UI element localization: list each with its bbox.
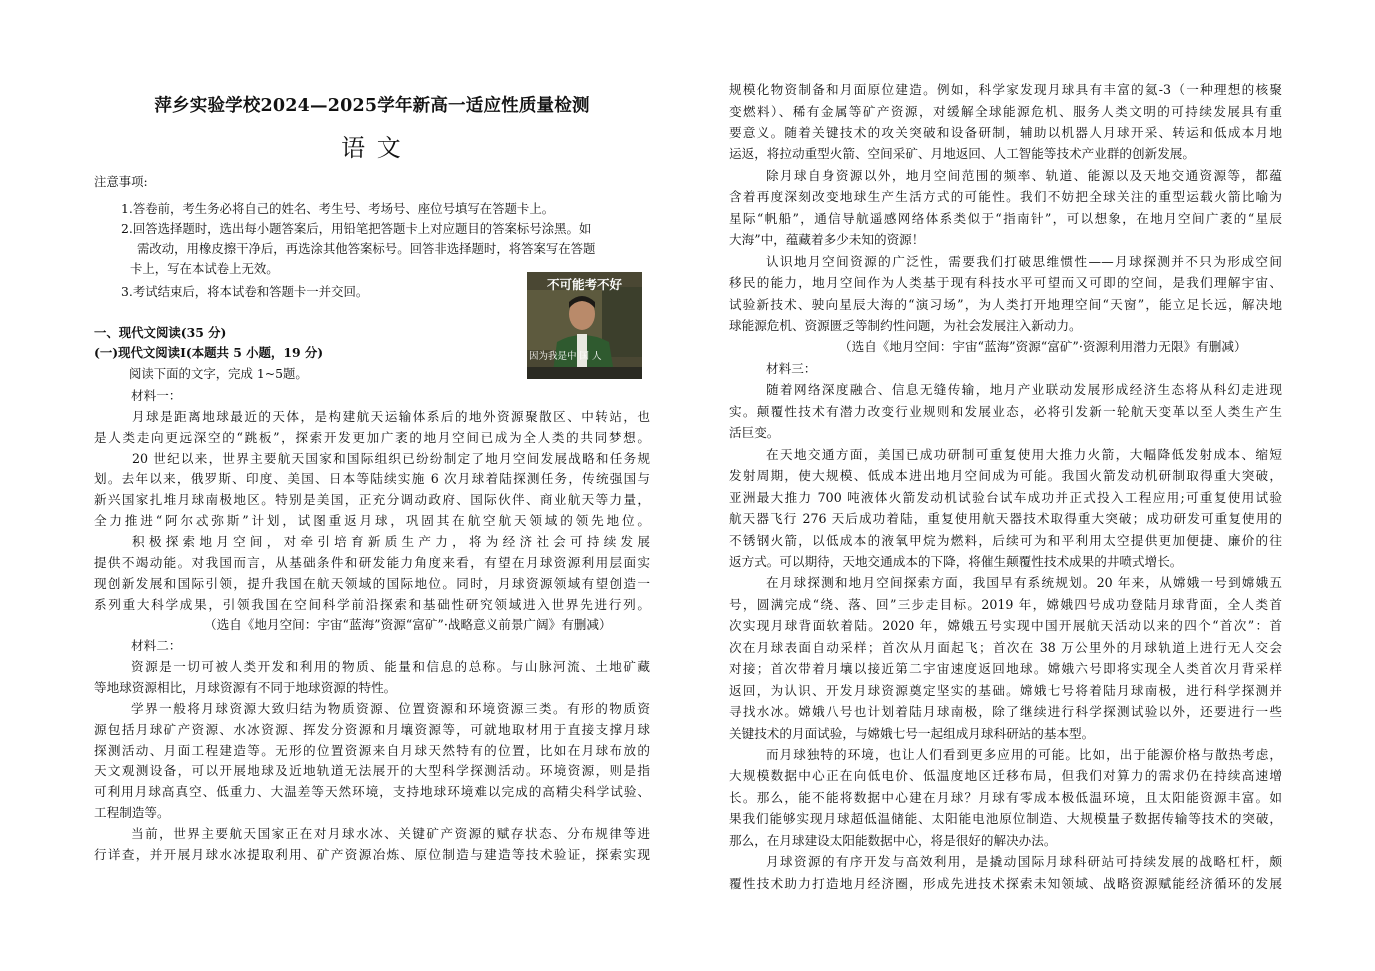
passage-line: 认识地月空间资源的广泛性，需要我们打破思维惯性——月球探测并不只为形成空间 (766, 253, 1282, 269)
passage-line: 寻找水冰。嫦娥八号也计划着陆月球南极，除了继续进行科学探测试验以外，还要进行一些 (729, 704, 1282, 719)
passage-line: 源包括月球矿产资源、水冰资源、挥发分资源和月壤资源等，可就地取材用于直接支撑月球 (94, 721, 650, 737)
passage-line: 覆性技术助力打造地月经济圈，形成先进技术探索未知领域、战略资源赋能经济循环的发展 (729, 875, 1282, 891)
passage-line: 是人类走向更远深空的“跳板”，探索开发更加广袤的地月空间已成为全人类的共同梦想。 (94, 429, 650, 445)
passage-line: 航天器飞行 276 天后成功着陆，重复使用航天器技术取得重大突破；成功研发可重复使用的 (729, 511, 1282, 526)
passage-line: 行详查，并开展月球水冰提取利用、矿产资源冶炼、原位制造与建造等技术验证，探索实现 (94, 846, 650, 862)
section-heading: 一、现代文阅读(35 分) (94, 325, 227, 340)
passage-line: 关键技术的月面试验，与嫦娥七号一起组成月球科研站的基本型。 (729, 725, 1095, 741)
passage-line: 在月球探测和地月空间探索方面，我国早有系统规划。20 年来，从嫦娥一号到嫦娥五 (766, 575, 1282, 591)
passage-line: 变燃料）、稀有金属等矿产资源，对缓解全球能源危机、服务人类文明的可持续发展具有重 (729, 103, 1282, 119)
passage-line: 提供不竭动能。对我国而言，从基础条件和研发能力角度来看，有望在月球资源利用层面实 (94, 554, 650, 570)
passage-line: 活巨变。 (729, 425, 780, 441)
passage-line: 当前，世界主要航天国家正在对月球水冰、关键矿产资源的赋存状态、分布规律等进 (131, 825, 650, 841)
passage-line: 而月球独特的环境，也让人们看到更多应用的可能。比如，出于能源价格与散热考虑， (766, 746, 1282, 762)
passage-line: 号，圆满完成“绕、落、回”三步走目标。2019 年，嫦娥四号成功登陆月球背面，全人类首 (729, 596, 1282, 612)
passage-line: 材料三： (766, 360, 817, 376)
passage-line: 发射周期，使大规模、低成本进出地月空间成为可能。我国火箭发动机研制取得重大突破， (729, 468, 1282, 484)
passage-line: 新兴国家扎堆月球南极地区。特别是美国，正充分调动政府、国际伙伴、商业航天等力量， (94, 492, 650, 508)
passage-line: 长。那么，能不能将数据中心建在月球？月球有零成本极低温环境，且太阳能资源丰富。如 (729, 789, 1282, 805)
notice-heading: 注意事项: (94, 174, 148, 189)
passage-line: 星际“帆船”，通信导航遥感网络体系类似于“指南针”，可以想象，在地月空间广袤的“星辰 (729, 210, 1282, 226)
passage-line: 次在月球表面自动采样；首次从月面起飞；首次在 38 万公里外的月球轨道上进行无人交会 (729, 639, 1282, 655)
reading-instruction: 阅读下面的文字，完成 1~5题。 (129, 366, 308, 381)
passage-line: 全力推进“阿尔忒弥斯”计划，试图重返月球，巩固其在航空航天领域的领先地位。 (94, 513, 650, 529)
passage-line: 球能源危机、资源匮乏等制约性问题，为社会发展注入新动力。 (729, 317, 1082, 333)
passage-line: 学界一般将月球资源大致归结为物质资源、位置资源和环境资源三类。有形的物质资 (131, 700, 650, 716)
passage-line: 除月球自身资源以外，地月空间范围的频率、轨道、能源以及天地交通资源等，都蕴 (766, 167, 1282, 183)
passage-line: 返方式。可以期待，天地交通成本的下降，将催生颠覆性技术成果的井喷式增长。 (729, 553, 1183, 569)
section-subheading: (一)现代文阅读I(本题共 5 小题，19 分) (94, 345, 324, 360)
passage-line: 对接；首次带着月壤以接近第二宇宙速度返回地球。嫦娥六号即将实现全人类首次月背采样 (729, 661, 1282, 677)
notice-item: 2.回答选择题时，选出每小题答案后，用铅笔把答题卡上对应题目的答案标号涂黑。如 (121, 221, 592, 236)
passage-line: 资源是一切可被人类开发和利用的物质、能量和信息的总称。与山脉河流、土地矿藏 (131, 659, 650, 674)
passage-line: 不锈钢火箭，以低成本的液氧甲烷为燃料，后续可为和平利用太空提供更加便捷、廉价的往 (729, 532, 1282, 548)
passage-line: 划。去年以来，俄罗斯、印度、美国、日本等陆续实施 6 次月球着陆探测任务，传统强国与 (94, 471, 650, 487)
meme-caption-top: 不可能考不好 (546, 277, 622, 292)
passage-line: 等地球资源相比，月球资源有不同于地球资源的特性。 (94, 679, 397, 695)
passage-line: 要意义。随着关键技术的攻关突破和设备研制，辅助以机器人月球开采、转运和低成本月地 (729, 124, 1282, 140)
passage-line: 果我们能够实现月球超低温储能、太阳能电池原位制造、大规模量子数据传输等技术的突破， (729, 811, 1282, 827)
passage-line: 大规模数据中心正在向低电价、低温度地区迁移布局，但我们对算力的需求仍在持续高速增 (729, 768, 1282, 784)
passage-line: 亚洲最大推力 700 吨液体火箭发动机试验台试车成功并正式投入工程应用;可重复使用试验 (729, 489, 1282, 505)
passage-line: 移民的能力，地月空间作为人类基于现有科技水平可望而又可即的空间，是我们理解宇宙、 (729, 275, 1282, 290)
passage-line: 含着再度深刻改变地球生产生活方式的可能性。我们不妨把全球关注的重型运载火箭比喻为 (729, 189, 1282, 205)
passage-line: 材料一： (131, 388, 182, 403)
passage-line: 天文观测设备，可以开展地球及近地轨道无法展开的大型科学探测活动。环境资源，则是指 (94, 763, 650, 779)
notice-item: 3.考试结束后，将本试卷和答题卡一并交回。 (121, 284, 369, 299)
passage-line: 在天地交通方面，美国已成功研制可重复使用大推力火箭，大幅降低发射成本、缩短 (766, 446, 1282, 462)
subject-title: 语 文 (341, 134, 403, 162)
passage-line: 系列重大科学成果，引领我国在空间科学前沿探索和基础性研究领域进入世界先进行列。 (94, 596, 650, 612)
passage-line: 月球是距离地球最近的天体，是构建航天运输体系后的地外资源聚散区、中转站，也 (132, 408, 650, 424)
passage-line: 现创新发展和国际引领，提升我国在航天领域的国际地位。同时，月球资源领域有望创造一 (94, 575, 650, 591)
passage-line: 积极探索地月空间，对牵引培育新质生产力，将为经济社会可持续发展 (132, 534, 650, 549)
passage-line: （选自《地月空间：宇宙“蓝海”资源“富矿”·资源利用潜力无限》有删减） (839, 339, 1247, 355)
passage-line: 20 世纪以来，世界主要航天国家和国际组织已纷纷制定了地月空间发展战略和任务规 (132, 450, 650, 466)
passage-line: 可利用月球高真空、低重力、大温差等天然环境，支持地球环境难以完成的高精尖科学试验、 (94, 784, 650, 800)
notice-item: 需改动，用橡皮擦干净后，再选涂其他答案标号。回答非选择题时，将答案写在答题 (137, 241, 596, 256)
passage-line: 次实现月球背面软着陆。2020 年，嫦娥五号实现中国开展航天活动以来的四个“首次”：首 (729, 618, 1282, 634)
passage-line: 试验新技术、驶向星辰大海的“演习场”，为人类打开地理空间“天窗”，能立足长远，解决地 (729, 296, 1282, 312)
exam-title: 萍乡实验学校2024—2025学年新高一适应性质量检测 (154, 96, 590, 116)
passage-line: 工程制造等。 (94, 805, 170, 820)
meme-image (527, 272, 642, 379)
passage-line: 实。颠覆性技术有潜力改变行业规则和发展业态，必将引发新一轮航天变革以至人类生产生 (729, 403, 1282, 419)
passage-line: 探测活动、月面工程建造等。无形的位置资源来自月球天然特有的位置，比如在月球布放的 (94, 742, 650, 758)
passage-line: 月球资源的有序开发与高效利用，是撬动国际月球科研站可持续发展的战略杠杆，颇 (766, 854, 1282, 870)
passage-line: 运返，将拉动重型火箭、空间采矿、月地返回、人工智能等技术产业群的创新发展。 (729, 146, 1195, 162)
passage-line: 材料二： (131, 638, 182, 654)
passage-line: （选自《地月空间：宇宙“蓝海”资源“富矿”·战略意义前景广阔》有删减） (204, 617, 612, 633)
passage-line: 随着网络深度融合、信息无缝传输，地月产业联动发展形成经济生态将从科幻走进现 (766, 382, 1282, 398)
passage-line: 规模化物资制备和月面原位建造。例如，科学家发现月球具有丰富的氦-3（一种理想的核聚 (729, 82, 1282, 97)
notice-item: 1.答卷前，考生务必将自己的姓名、考生号、考场号、座位号填写在答题卡上。 (121, 201, 555, 216)
passage-line: 那么，在月球建设太阳能数据中心，将是很好的解决办法。 (729, 832, 1057, 848)
meme-caption-bottom: 因为我是中 国 人 (529, 351, 602, 362)
passage-line: 大海”中，蕴藏着多少未知的资源！ (729, 232, 925, 248)
notice-item: 卡上，写在本试卷上无效。 (130, 261, 279, 276)
passage-line: 返回，为认识、开发月球资源奠定坚实的基础。嫦娥七号将着陆月球南极，进行科学探测并 (729, 682, 1282, 698)
